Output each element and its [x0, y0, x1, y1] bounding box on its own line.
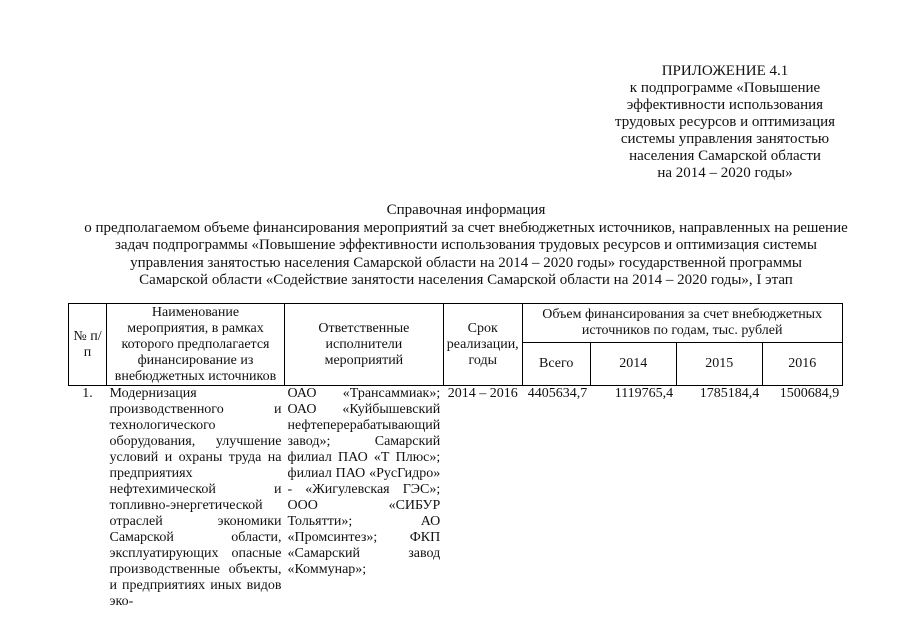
header-term: Срок реализации, годы: [443, 304, 522, 386]
header-year-2014: 2014: [590, 343, 676, 386]
row-2015: 1785184,4: [699, 386, 760, 401]
appendix-line: эффективности использования: [626, 97, 824, 113]
header-year-2016: 2016: [762, 343, 842, 386]
header-executors: Ответственные исполнители мероприятий: [285, 304, 444, 386]
header-activity-name: Наименование мероприятия, в рамках которого предполагается финансирование из внебюджетных источников: [107, 304, 285, 386]
row-total: 4405634,7: [527, 386, 588, 401]
appendix-line: трудовых ресурсов и оптимизация: [614, 114, 836, 130]
appendix-title: ПРИЛОЖЕНИЕ 4.1: [661, 63, 789, 79]
row-activity-name: Модернизация производственного и технологического оборудования, улучшение условий и охраны труда на предприятиях нефтехимической и топливно-энергетической отраслей экономики Самарской области, эксплуатирующих опасные производственные объекты, и предприятиях иных видов эко-: [109, 386, 282, 609]
row-term: 2014 – 2016: [447, 386, 518, 401]
row-executors: ОАО «Трансаммиак»; ОАО «Куйбышевский нефтеперерабатывающий завод»; Самарский филиал ПАО «Т Плюс»; филиал ПАО «РусГидро» - «Жигулевская ГЭС»; ООО «СИБУР Тольятти»; АО «Промсинтез»; ФКП «Самарский завод «Коммунар»;: [287, 386, 441, 577]
header-year-2015: 2015: [676, 343, 762, 386]
row-2014: 1119765,4: [614, 386, 674, 401]
table-row: [69, 386, 843, 611]
appendix-line: на 2014 – 2020 годы»: [657, 165, 793, 181]
appendix-block: [560, 63, 890, 182]
financing-table: [68, 303, 843, 610]
row-number: 1.: [82, 386, 93, 401]
heading-line: Самарской области «Содействие занятости населения Самарской области на 2014 – 2020 годы», I этап: [139, 272, 793, 288]
header-total: Всего: [522, 343, 590, 386]
heading-line: о предполагаемом объеме финансирования мероприятий за счет внебюджетных источников, направленных на решение: [84, 219, 848, 236]
appendix-line: системы управления занятостью: [620, 131, 830, 147]
appendix-line: населения Самарской области: [629, 148, 821, 164]
heading-title: Справочная информация: [386, 202, 546, 218]
heading-line: задач подпрограммы «Повышение эффективности использования трудовых ресурсов и оптимизация системы: [115, 237, 817, 253]
appendix-line: к подпрограмме «Повышение: [629, 80, 821, 96]
row-2016: 1500684,9: [779, 386, 840, 401]
heading-line: управления занятостью населения Самарской области на 2014 – 2020 годы» государственной программы: [130, 254, 802, 271]
header-funding: Объем финансирования за счет внебюджетных источников по годам, тыс. рублей: [522, 304, 842, 343]
header-number: № п/п: [69, 304, 107, 386]
document-heading: [40, 202, 892, 290]
